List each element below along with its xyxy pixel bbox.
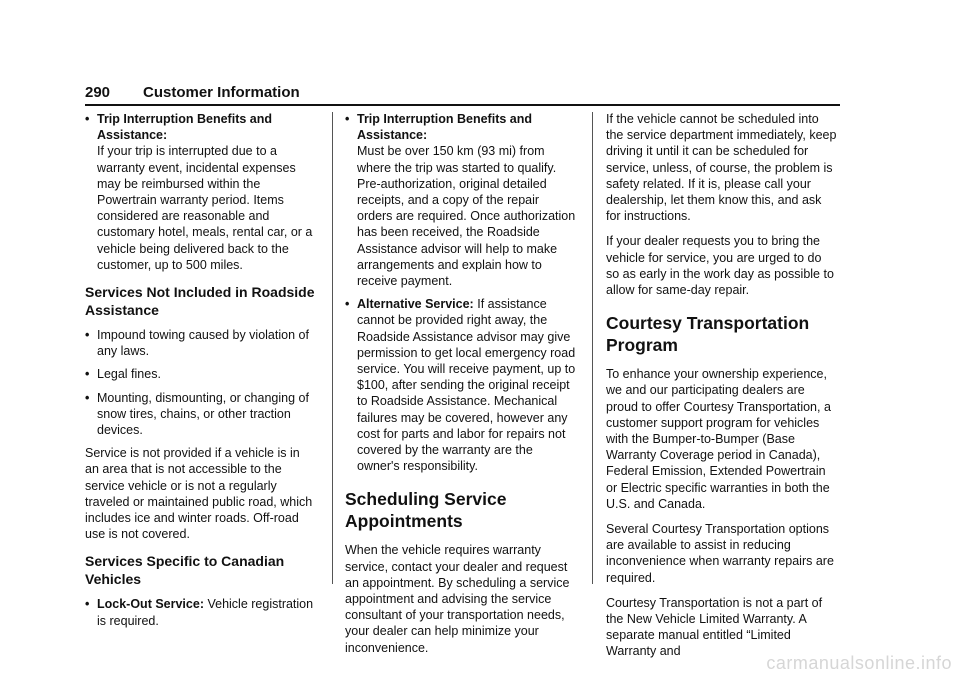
column-3: [606, 111, 838, 669]
bullet-label: Trip Interruption Benefits and Assistance:: [357, 112, 533, 143]
paragraph: Service is not provided if a vehicle is in an area that is not accessible to the service vehicle or is not a regularly traveled or maintained public road, which includes ice and winter roads. Off-road use is not covered.: [85, 446, 313, 542]
bullet-text: If your trip is interrupted due to a warranty event, incidental expenses may be reimbursed within the Powertrain warranty period. Items considered are reasonable and customary hotel, meals, rental car, or a vehicle being delivered back to the customer, up to 500 miles.: [97, 144, 313, 272]
list-item: [85, 111, 317, 273]
bullet-label: Trip Interruption Benefits and Assistance:: [97, 112, 273, 143]
bullet-label: Lock-Out Service:: [97, 597, 204, 612]
page-number: 290: [85, 84, 111, 101]
section-title: Customer Information: [143, 84, 300, 101]
bullet-text: Impound towing caused by violation of any laws.: [97, 328, 309, 359]
bullet-text: Vehicle registration is required.: [97, 597, 314, 628]
bullet-icon: •: [85, 112, 90, 126]
paragraph: Several Courtesy Transportation options are available to assist in reducing inconvenience when warranty repairs are required.: [606, 522, 834, 585]
list-item: [85, 596, 317, 628]
bullet-icon: •: [85, 390, 90, 405]
list-item: [345, 111, 577, 289]
bullet-icon: •: [85, 367, 90, 382]
list-item: [345, 296, 577, 474]
bullet-icon: •: [345, 297, 350, 312]
paragraph: If the vehicle cannot be scheduled into the service department immediately, keep driving it until it can be scheduled for service, unless, of course, the problem is safety related. If it is, please call your dealership, let them know this, and ask for instructions.: [606, 112, 837, 224]
bullet-label: Alternative Service:: [357, 297, 474, 312]
bullet-text: Must be over 150 km (93 mi) from where the trip was started to qualify. Pre-authorization, original detailed receipts, and a copy of the repair orders are required. Once authorization has been received, the Roadside Assistance advisor will help to make arrangements and explain how to receive payment.: [357, 144, 576, 289]
section-heading: Services Specific to Canadian Vehicles: [85, 553, 285, 588]
paragraph: To enhance your ownership experience, we and our participating dealers are proud to offer Courtesy Transportation, a customer support program for vehicles with the Bumper-to-Bumper (Base Warranty Coverage period in Canada), Federal Emission, Extended Powertrain or Electric specific warranties in both the U.S. and Canada.: [606, 367, 831, 511]
column-divider: [332, 112, 333, 584]
list-item: [85, 327, 317, 359]
header-rule: [85, 104, 840, 106]
section-heading: Services Not Included in Roadside Assistance: [85, 284, 315, 319]
list-item: [85, 366, 317, 382]
watermark: carmanualsonline.info: [766, 653, 952, 673]
bullet-icon: •: [345, 112, 350, 126]
paragraph: If your dealer requests you to bring the vehicle for service, you are urged to do so as early in the work day as possible to allow for same-day repair.: [606, 234, 834, 298]
section-heading: Scheduling Service Appointments: [345, 489, 507, 532]
page-header: [85, 84, 840, 106]
column-2: [345, 111, 577, 665]
column-divider: [592, 112, 593, 584]
paragraph: When the vehicle requires warranty service, contact your dealer and request an appointment. By scheduling a service appointment and advising the service consultant of your transportation needs, your dealer can help minimize your inconvenience.: [345, 543, 570, 655]
bullet-text: Mounting, dismounting, or changing of snow tires, chains, or other traction devices.: [97, 390, 309, 438]
bullet-icon: •: [85, 328, 90, 343]
bullet-text: Legal fines.: [97, 367, 161, 382]
paragraph: Courtesy Transportation is not a part of the New Vehicle Limited Warranty. A separate manual entitled “Limited Warranty and: [606, 595, 823, 659]
list-item: [85, 390, 317, 439]
column-1: [85, 111, 317, 636]
bullet-icon: •: [85, 597, 90, 612]
bullet-text: If assistance cannot be provided right away, the Roadside Assistance advisor may give permission to get local emergency road service. You will receive payment, up to $100, after sending the original receipt to Roadside Assistance. Mechanical failures may be covered, however any cost for parts and labor for repairs not covered by the warranty are the owner's responsibility.: [357, 297, 576, 474]
section-heading: Courtesy Transportation Program: [606, 313, 810, 356]
